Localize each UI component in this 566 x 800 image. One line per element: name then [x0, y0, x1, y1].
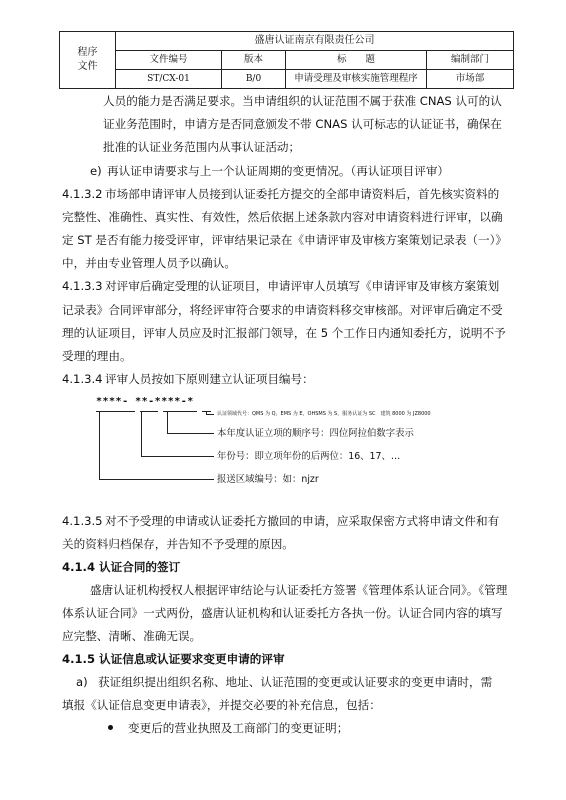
- item-e-text: 再认证申请要求与上一个认证周期的变更情况。（再认证项目评审）: [107, 164, 450, 178]
- connector-line: [141, 456, 214, 457]
- para-line: 填报《认证信息变更申请表》，并提交必要的补充信息，包括：: [62, 698, 381, 712]
- section-heading-415: 4.1.5 认证信息或认证要求变更申请的评审: [62, 652, 285, 666]
- section-heading-414: 4.1.4 认证合同的签订: [62, 560, 181, 574]
- connector-line: [167, 411, 168, 433]
- para-line: 定 ST 是否有能力接受评审，评审结果记录在《申请评审及审核方案策划记录表（一）》: [62, 233, 507, 247]
- connector-line: [206, 414, 214, 415]
- para-line: 记录表》合同评审部分，将经评审符合要求的申请资料移交审核部。对评审后确定不受: [62, 303, 503, 317]
- para-line: 盛唐认证机构授权人根据评审结论与认证委托方签署《管理体系认证合同》。《管理: [90, 583, 508, 597]
- number-format-code: ****- **-****-*: [96, 396, 194, 407]
- para-line: 批准的认证业务范围内从事认证活动；: [103, 140, 301, 154]
- para-line: 人员的能力是否满足要求。当申请组织的认证范围不属于获准 CNAS 认可的认: [103, 94, 502, 108]
- para-line: 对不予受理的申请或认证委托方撤回的申请，应采取保密方式将申请文件和有: [105, 514, 500, 528]
- code-underline: [163, 411, 197, 412]
- col-head-title: 标 题: [286, 51, 427, 70]
- label-sequence-number: 本年度认证立项的顺序号：四位阿拉伯数字表示: [217, 428, 414, 439]
- para-line: 理的认证项目，评审人员应及时汇报部门领导，在 5 个工作日内通知委托方，说明不予: [62, 326, 506, 340]
- connector-line: [141, 411, 142, 456]
- item-label-e: e): [90, 164, 102, 178]
- para-line: 对评审后确定受理的认证项目，申请评审人员填写《申请评审及审核方案策划: [105, 279, 500, 293]
- clause-number-4135: 4.1.3.5: [62, 514, 103, 528]
- connector-line: [99, 479, 214, 480]
- connector-line: [167, 433, 214, 434]
- col-head-version: 版本: [222, 51, 286, 70]
- para-line: 评审人员按如下原则建立认证项目编号：: [105, 372, 314, 386]
- bullet-item: 变更后的营业执照及工商部门的变更证明；: [128, 721, 349, 735]
- para-line: 关的资料归档保存，并告知不予受理的原因。: [62, 537, 294, 551]
- item-label-a: a): [76, 675, 88, 689]
- para-line: 完整性、准确性、真实性、有效性，然后依据上述条款内容对申请资料进行评审，以确: [62, 210, 503, 224]
- para-line: 受理的理由。: [62, 349, 132, 363]
- clause-number-4133: 4.1.3.3: [62, 279, 103, 293]
- doc-title: 申请受理及审核实施管理程序: [286, 70, 427, 89]
- label-year-number: 年份号：即立项年份的后两位：16、17、…: [217, 451, 401, 462]
- version: B/0: [222, 70, 286, 89]
- clause-number-4132: 4.1.3.2: [62, 187, 103, 201]
- para-line: 获证组织提出组织名称、地址、认证范围的变更或认证要求的变更申请时，需: [98, 675, 493, 689]
- doc-type-cell: [60, 32, 116, 89]
- file-number: ST/CX-01: [116, 70, 222, 89]
- para-line: 体系认证合同》一式两份，盛唐认证机构和认证委托方各执一份。认证合同内容的填写: [62, 606, 503, 620]
- label-region-code: 报送区域编号：如：njzr: [217, 474, 319, 485]
- col-head-department: 编制部门: [427, 51, 514, 70]
- col-head-file-number: 文件编号: [116, 51, 222, 70]
- code-underline: [140, 411, 158, 412]
- connector-line: [99, 411, 100, 479]
- bullet-dot: [108, 725, 113, 730]
- para-line: 应完整、清晰、准确无误。: [62, 629, 202, 643]
- company-name: 盛唐认证南京有限责任公司: [116, 32, 514, 51]
- clause-number-4134: 4.1.3.4: [62, 372, 103, 386]
- code-underline: [96, 411, 135, 412]
- document-header-table: [59, 31, 514, 89]
- para-line: 证业务范围时，申请方是否同意颁发不带 CNAS 认可标志的认证证书，确保在: [103, 117, 502, 131]
- para-line: 中，并由专业管理人员予以确认。: [62, 256, 236, 270]
- department: 市场部: [427, 70, 514, 89]
- para-line: 市场部申请评审人员接到认证委托方提交的全部申请资料后，首先核实资料的: [105, 187, 500, 201]
- label-cert-field-code: 认证领域代号：QMS 为 Q，EMS 为 E，OHSMS 为 S，服务认证为 SC 建筑 8000 为 JZ8000: [217, 411, 431, 417]
- doc-type: 程序 文件: [77, 47, 98, 72]
